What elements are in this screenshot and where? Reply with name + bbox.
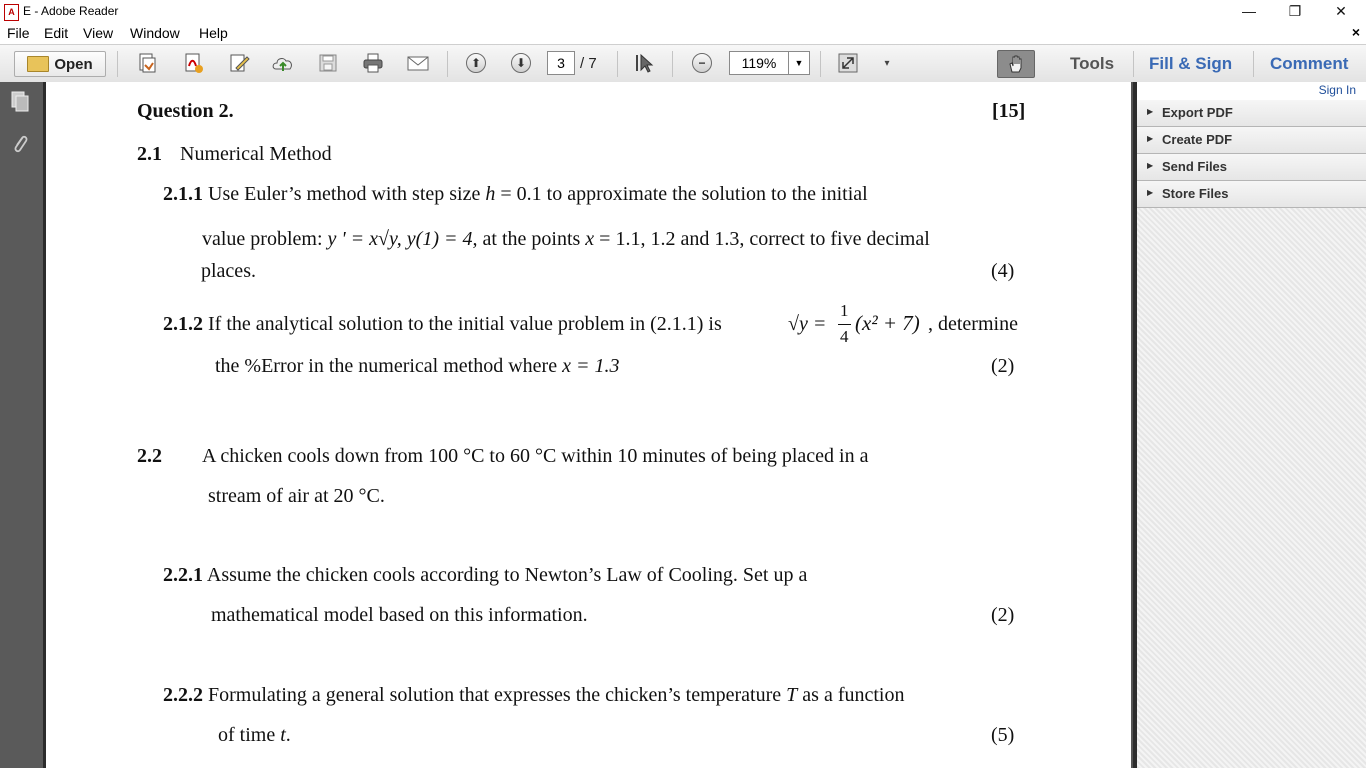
panel-item-store-files[interactable]: ▶ Store Files xyxy=(1137,181,1366,208)
restore-button[interactable]: ❐ xyxy=(1288,3,1302,19)
menu-bar xyxy=(0,23,1366,44)
sign-in-bar xyxy=(1137,82,1366,100)
subsection-number: 2.2.2 xyxy=(163,684,203,706)
hand-tool-button[interactable] xyxy=(997,50,1035,78)
page-number-input[interactable]: 3 xyxy=(547,51,575,75)
close-window-button[interactable]: ✕ xyxy=(1335,3,1347,19)
expand-icon xyxy=(836,51,860,75)
envelope-icon xyxy=(406,51,430,75)
menu-view[interactable]: View xyxy=(83,25,114,41)
open-label: Open xyxy=(54,55,93,73)
marks: (5) xyxy=(991,724,1015,746)
adobe-reader-icon: A xyxy=(4,4,19,21)
menu-edit[interactable]: Edit xyxy=(44,25,69,41)
toolbar-divider xyxy=(117,51,118,77)
subsection-2-1-2-line2: the %Error in the numerical method where x = 1.3 xyxy=(215,355,620,377)
subsection-2-1-1-line1: 2.1.1 Use Euler’s method with step size h = 0.1 to approximate the solution to the initial xyxy=(163,183,868,205)
panel-item-create-pdf[interactable]: ▶ Create PDF xyxy=(1137,127,1366,154)
subsection-2-2-1-line2: mathematical model based on this information. xyxy=(211,604,588,626)
zoom-out-button[interactable] xyxy=(690,51,714,75)
next-page-button[interactable] xyxy=(509,51,533,75)
create-pdf-icon xyxy=(135,51,159,75)
triangle-right-icon: ▶ xyxy=(1147,107,1154,116)
subsection-2-2-2-line1: 2.2.2 Formulating a general solution that expresses the chicken’s temperature T as a function xyxy=(163,684,905,706)
question-heading: Question 2. xyxy=(137,100,234,122)
section-2-2-line2: stream of air at 20 °C. xyxy=(208,485,385,507)
analytical-solution-rhs: (x² + 7) xyxy=(855,311,920,335)
edit-pencil-icon xyxy=(227,51,251,75)
title-bar xyxy=(0,0,1366,23)
zoom-value: 119% xyxy=(741,55,777,71)
subsection-2-1-1-line3: places. xyxy=(201,260,256,282)
open-button[interactable] xyxy=(14,51,106,77)
previous-page-button[interactable] xyxy=(464,51,488,75)
section-title: Numerical Method xyxy=(180,143,332,165)
subsection-2-1-2-line1-end: , determine xyxy=(928,313,1018,335)
toolbar-divider xyxy=(617,51,618,77)
window-title: E - Adobe Reader xyxy=(23,4,119,18)
attachments-paperclip-icon[interactable] xyxy=(10,132,30,154)
toolbar-divider xyxy=(1253,51,1254,77)
marks: (2) xyxy=(991,604,1015,626)
print-button[interactable] xyxy=(359,51,387,75)
page-total: / 7 xyxy=(580,54,597,72)
navigation-pane xyxy=(0,82,46,768)
tools-pane-link[interactable]: Tools xyxy=(1070,54,1115,73)
folder-icon xyxy=(27,56,49,72)
arrow-down-icon: ⬇ xyxy=(511,53,531,73)
fraction-numerator: 1 xyxy=(840,301,849,320)
toolbar xyxy=(0,44,1366,83)
cloud-upload-button[interactable] xyxy=(270,51,296,75)
marks: (2) xyxy=(991,355,1015,377)
cursor-select-icon xyxy=(632,51,656,75)
toolbar-divider xyxy=(672,51,673,77)
edit-button[interactable] xyxy=(226,51,252,75)
triangle-right-icon: ▶ xyxy=(1147,188,1154,197)
subsection-2-1-1-line2: value problem: y ' = x√y, y(1) = 4, at the points x = 1.1, 1.2 and 1.3, correct to five decimal xyxy=(202,228,930,250)
page-thumbnails-icon[interactable] xyxy=(10,90,30,112)
zoom-select[interactable] xyxy=(729,51,810,75)
printer-icon xyxy=(361,51,385,75)
select-tool-button[interactable] xyxy=(632,51,656,75)
fill-sign-pane-link[interactable]: Fill & Sign xyxy=(1149,54,1233,73)
section-2-2-line1: A chicken cools down from 100 °C to 60 °C within 10 minutes of being placed in a xyxy=(202,445,869,467)
save-disk-icon xyxy=(316,51,340,75)
minimize-button[interactable]: — xyxy=(1242,3,1256,19)
email-button[interactable] xyxy=(404,51,432,75)
comment-pane-link[interactable]: Comment xyxy=(1270,54,1349,73)
pdf-page xyxy=(46,82,1131,768)
save-button[interactable] xyxy=(315,51,341,75)
marks: (4) xyxy=(991,260,1015,282)
ivp-equation: y ' = x√y, y(1) = 4, xyxy=(327,228,478,250)
menu-help[interactable]: Help xyxy=(199,25,228,41)
toolbar-divider xyxy=(820,51,821,77)
fraction-denominator: 4 xyxy=(840,327,849,346)
analytical-solution-lhs: √y = xyxy=(788,313,827,335)
minus-icon: − xyxy=(692,53,712,73)
pdf-file-icon xyxy=(181,51,205,75)
menu-file[interactable]: File xyxy=(7,25,30,41)
toolbar-divider xyxy=(1133,51,1134,77)
section-number: 2.1 xyxy=(137,143,162,165)
toolbar-overflow-icon[interactable]: ▾ xyxy=(884,57,890,69)
create-pdf-button[interactable] xyxy=(134,51,160,75)
section-number: 2.2 xyxy=(137,445,162,467)
close-document-button[interactable]: × xyxy=(1351,24,1360,40)
chevron-down-icon[interactable]: ▼ xyxy=(788,52,809,74)
menu-window[interactable]: Window xyxy=(130,25,180,41)
subsection-2-2-2-line2: of time t. xyxy=(218,724,291,746)
pdf-options-button[interactable] xyxy=(180,51,206,75)
sign-in-link[interactable]: Sign In xyxy=(1318,83,1356,97)
hand-icon xyxy=(1004,52,1028,76)
cloud-upload-icon xyxy=(271,51,295,75)
fraction-bar xyxy=(838,324,851,325)
full-screen-button[interactable] xyxy=(836,51,860,75)
toolbar-divider xyxy=(447,51,448,77)
question-marks: [15] xyxy=(992,100,1026,122)
panel-item-send-files[interactable]: ▶ Send Files xyxy=(1137,154,1366,181)
subsection-number: 2.1.2 xyxy=(163,313,203,335)
triangle-right-icon: ▶ xyxy=(1147,134,1154,143)
subsection-2-2-1-line1: 2.2.1 Assume the chicken cools according to Newton’s Law of Cooling. Set up a xyxy=(163,564,808,586)
tools-panel xyxy=(1137,82,1366,768)
panel-item-export-pdf[interactable]: ▶ Export PDF xyxy=(1137,100,1366,127)
arrow-up-icon: ⬆ xyxy=(466,53,486,73)
subsection-2-1-2-line1: 2.1.2 If the analytical solution to the initial value problem in (2.1.1) is xyxy=(163,313,722,335)
triangle-right-icon: ▶ xyxy=(1147,161,1154,170)
subsection-number: 2.1.1 xyxy=(163,183,203,205)
document-viewport[interactable] xyxy=(46,82,1133,768)
subsection-number: 2.2.1 xyxy=(163,564,203,586)
